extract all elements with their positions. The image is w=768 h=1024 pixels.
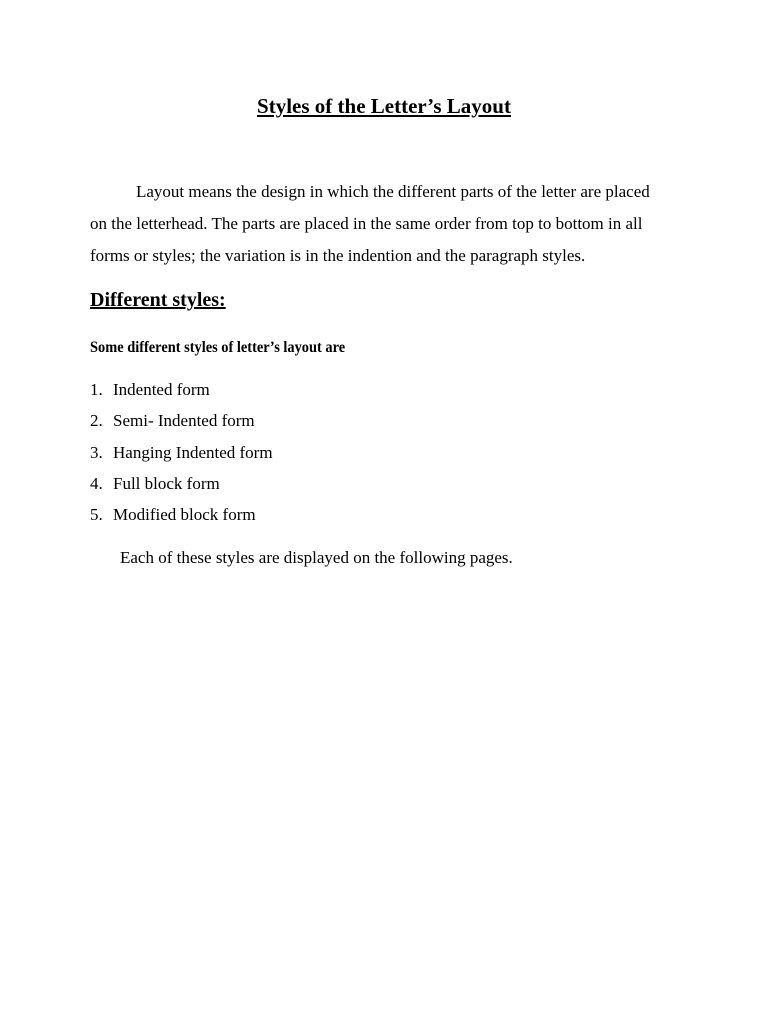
- section-heading: Different styles:: [90, 289, 226, 311]
- list-item: [90, 440, 273, 471]
- closing-sentence: Each of these styles are displayed on the following pages.: [120, 548, 513, 567]
- list-item-label: Semi- Indented form: [113, 411, 255, 431]
- list-item: [90, 377, 273, 408]
- list-item-label: Hanging Indented form: [113, 442, 273, 462]
- list-item: [90, 471, 273, 502]
- list-item-number: 2.: [90, 411, 103, 431]
- list-item-label: Modified block form: [113, 505, 256, 525]
- list-item-label: Full block form: [113, 473, 220, 493]
- list-item-number: 3.: [90, 442, 103, 462]
- list-item-number: 5.: [90, 505, 103, 525]
- list-item-label: Indented form: [113, 380, 210, 399]
- styles-list: [90, 377, 273, 533]
- intro-paragraph: Layout means the design in which the different parts of the letter are placed on the letterhead. The parts are placed in the same order from top to bottom in all forms or styles; the variation is in the indention and the paragraph styles.: [90, 182, 650, 265]
- list-item: [90, 408, 273, 439]
- subheading: Some different styles of letter’s layout are: [90, 339, 346, 356]
- list-item-number: 4.: [90, 473, 103, 493]
- page-title: Styles of the Letter’s Layout: [257, 94, 511, 118]
- list-item: [90, 502, 273, 533]
- list-item-number: 1.: [90, 380, 103, 399]
